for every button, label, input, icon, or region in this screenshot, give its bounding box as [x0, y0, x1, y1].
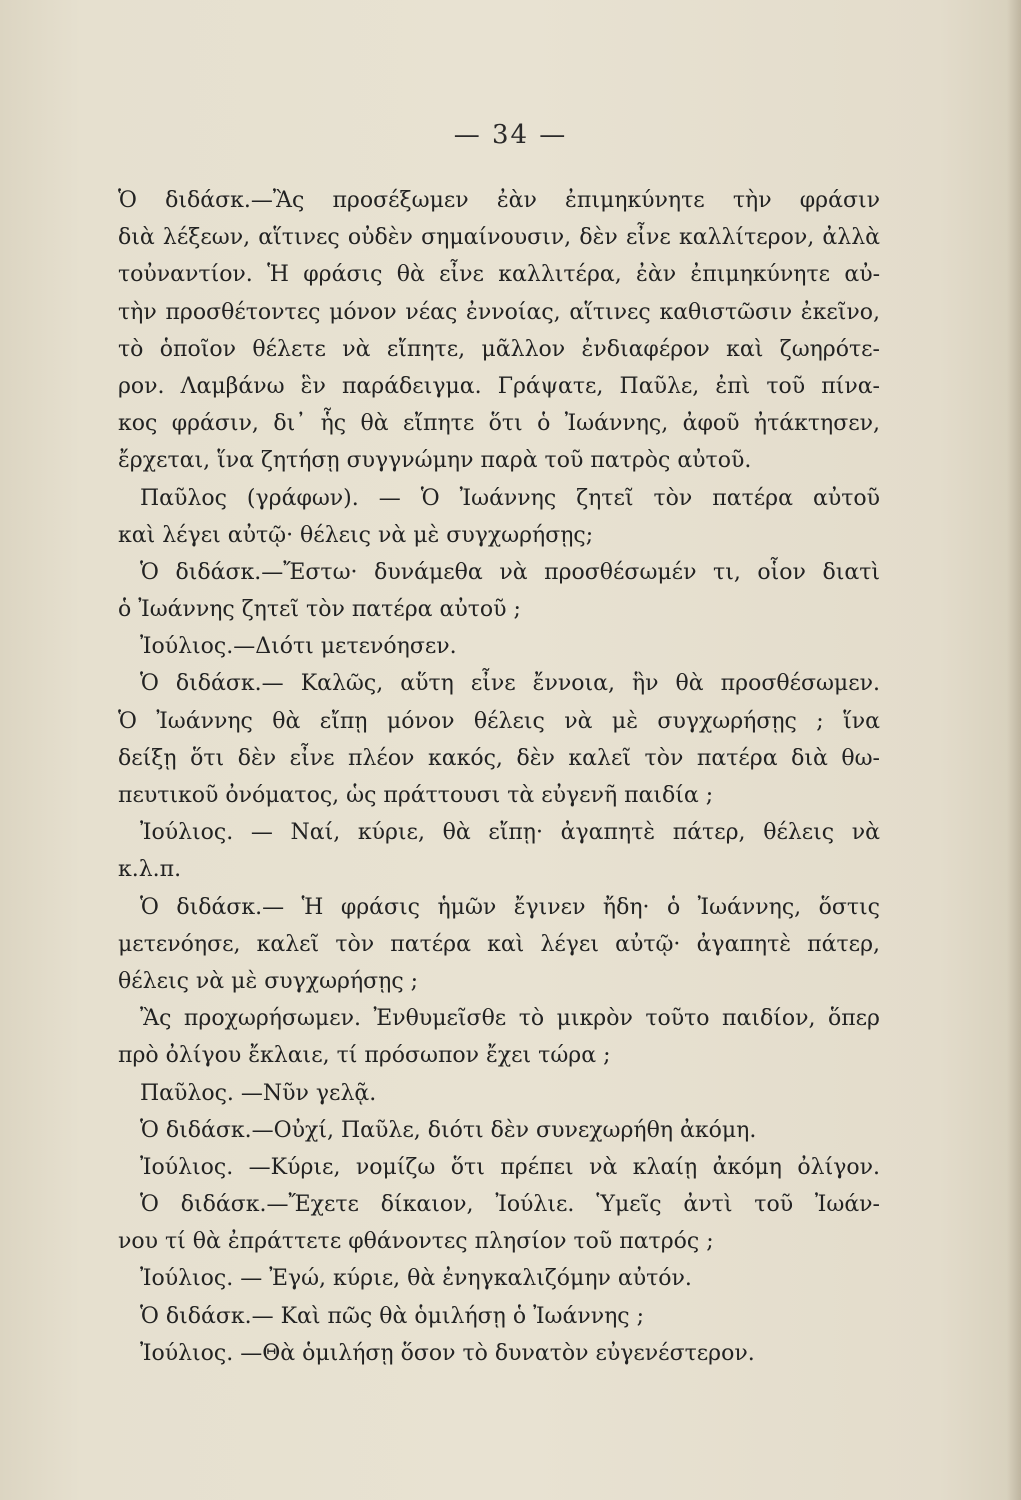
- text-line: Παῦλος (γράφων). — Ὁ Ἰωάννης ζητεῖ τὸν πατέρα αὐτοῦ: [140, 485, 880, 511]
- text-line: διὰ λέξεων, αἵτινες οὐδὲν σημαίνουσιν, δὲν εἶνε καλλίτερον, ἀλλὰ: [118, 225, 880, 251]
- text-line: Ὁ διδάσκ.—Ἔχετε δίκαιον, Ἰούλιε. Ὑμεῖς ἀντὶ τοῦ Ἰωάν-: [140, 1192, 880, 1218]
- text-line: Ὁ διδάσκ.—Ἔστω· δυνάμεθα νὰ προσθέσωμέν τι, οἷον διατὶ: [140, 559, 880, 585]
- text-line: τοὐναντίον. Ἡ φράσις θὰ εἶνε καλλιτέρα, ἐὰν ἐπιμηκύνητε αὐ-: [118, 262, 880, 288]
- text-line: κ.λ.π.: [118, 857, 182, 883]
- text-line: ὁ Ἰωάννης ζητεῖ τὸν πατέρα αὐτοῦ ;: [118, 597, 521, 623]
- text-line: πευτικοῦ ὀνόματος, ὡς πράττουσι τὰ εὐγενῆ παιδία ;: [118, 783, 714, 808]
- text-line: δείξῃ ὅτι δὲν εἶνε πλέον κακός, δὲν καλεῖ τὸν πατέρα διὰ θω-: [118, 745, 880, 771]
- text-line: καὶ λέγει αὐτῷ· θέλεις νὰ μὲ συγχωρήσῃς;: [118, 522, 594, 548]
- page-edge-shadow: [1007, 0, 1021, 1500]
- text-line: Ὁ διδάσκ.— Καλῶς, αὕτη εἶνε ἔννοια, ἣν θὰ προσθέσωμεν.: [140, 671, 880, 697]
- text-line: ρον. Λαμβάνω ἓν παράδειγμα. Γράψατε, Παῦλε, ἐπὶ τοῦ πίνα-: [118, 373, 880, 399]
- text-line: Ἰούλιος. — Ναί, κύριε, θὰ εἴπῃ· ἀγαπητὲ πάτερ, θέλεις νὰ: [140, 820, 880, 846]
- text-line: Ἰούλιος.—Διότι μετενόησεν.: [140, 634, 457, 660]
- text-line: Παῦλος. —Νῦν γελᾷ.: [140, 1080, 377, 1106]
- text-line: Ἰούλιος. —Κύριε, νομίζω ὅτι πρέπει νὰ κλαίῃ ἀκόμη ὀλίγον.: [140, 1154, 880, 1180]
- text-line: Ἰούλιος. — Ἐγώ, κύριε, θὰ ἐνηγκαλιζόμην αὐτόν.: [140, 1266, 692, 1292]
- page-number: — 34 —: [453, 120, 568, 150]
- text-line: ἔρχεται, ἵνα ζητήσῃ συγγνώμην παρὰ τοῦ πατρὸς αὐτοῦ.: [118, 448, 752, 474]
- text-line: τὴν προσθέτοντες μόνον νέας ἐννοίας, αἵτινες καθιστῶσιν ἐκεῖνο,: [118, 299, 880, 325]
- text-line: κος φράσιν, δι᾽ ἧς θὰ εἴπητε ὅτι ὁ Ἰωάννης, ἀφοῦ ἠτάκτησεν,: [118, 411, 880, 437]
- text-line: Ὁ διδάσκ.—Οὐχί, Παῦλε, διότι δὲν συνεχωρήθη ἀκόμη.: [140, 1117, 757, 1143]
- text-line: Ὁ διδάσκ.— Ἡ φράσις ἡμῶν ἔγινεν ἤδη· ὁ Ἰωάννης, ὅστις: [140, 894, 880, 920]
- text-line: Ὁ διδάσκ.—Ἂς προσέξωμεν ἐὰν ἐπιμηκύνητε τὴν φράσιν: [118, 188, 880, 213]
- text-line: Ὁ Ἰωάννης θὰ εἴπῃ μόνον θέλεις νὰ μὲ συγχωρήσῃς ; ἵνα: [118, 708, 880, 734]
- text-line: τὸ ὁποῖον θέλετε νὰ εἴπητε, μᾶλλον ἐνδιαφέρον καὶ ζωηρότε-: [118, 336, 880, 362]
- text-line: μετενόησε, καλεῖ τὸν πατέρα καὶ λέγει αὐτῷ· ἀγαπητὲ πάτερ,: [118, 931, 880, 957]
- text-line: Ὁ διδάσκ.— Καὶ πῶς θὰ ὁμιλήσῃ ὁ Ἰωάννης ;: [140, 1303, 644, 1329]
- body-text: [118, 182, 880, 1372]
- text-line: πρὸ ὀλίγου ἔκλαιε, τί πρόσωπον ἔχει τώρα ;: [118, 1043, 611, 1069]
- text-line: Ἰούλιος. —Θὰ ὁμιλήσῃ ὅσον τὸ δυνατὸν εὐγενέστερον.: [140, 1340, 755, 1366]
- text-line: θέλεις νὰ μὲ συγχωρήσῃς ;: [118, 968, 419, 994]
- text-line: νου τί θὰ ἐπράττετε φθάνοντες πλησίον τοῦ πατρός ;: [118, 1229, 714, 1255]
- text-line: Ἂς προχωρήσωμεν. Ἐνθυμεῖσθε τὸ μικρὸν τοῦτο παιδίον, ὅπερ: [140, 1006, 880, 1032]
